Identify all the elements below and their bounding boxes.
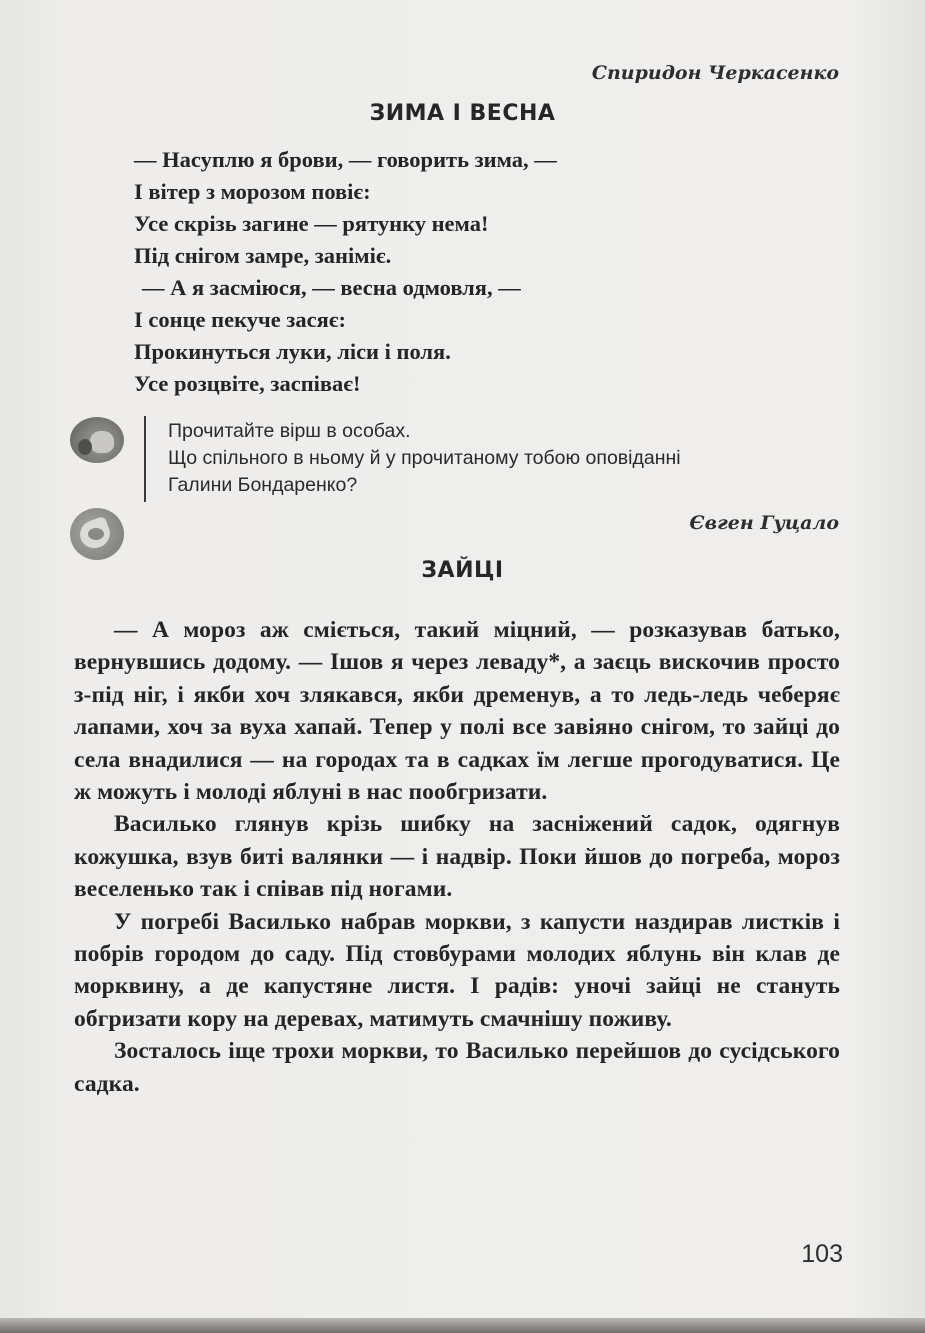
story-paragraph: — А мороз аж сміється, такий міцний, — розказував батько, вернувшись додому. — Ішов я через леваду*, а заєць вискочив просто з-під ніг, і якби хоч злякався, якби дременув, а то ледь-ледь чеберяє лапами, хоч за вуха хапай. Тепер у полі все завіяно снігом, то зайці до села внадилися — на городах та в садках їм легше прогодуватися. Це ж можуть і молоді яблуні в нас пообгризати. [74, 617, 840, 806]
poem-line: І вітер з морозом повіє: [134, 179, 371, 204]
story-paragraph: У погребі Василько набрав моркви, з капусти наздирав листків і побрів городом до саду. Під стовбурами молодих яблунь він клав де морквину, а де капустяне листя. І радів: уночі зайці не стануть обгризати кору на деревах, матимуть смачнішу поживу. [74, 908, 840, 1032]
page-number: 103 [801, 1240, 843, 1268]
poem-line: — Насуплю я брови, — говорить зима, — [134, 147, 557, 172]
story-paragraph: Зосталось іще трохи моркви, то Василько перейшов до сусідського садка. [74, 1038, 840, 1097]
task-line: Галини Бондаренко? [168, 474, 358, 496]
page-edge-shadow [0, 1318, 925, 1333]
poem-line: Усе скрізь загине — рятунку нема! [134, 211, 489, 236]
poem-line: — А я засміюся, — весна одмовля, — [142, 275, 521, 300]
poem-line: І сонце пекуче засяє: [134, 307, 346, 332]
thinking-child-icon [70, 417, 124, 463]
poem-title: ЗИМА І ВЕСНА [369, 101, 556, 126]
task-block [168, 418, 681, 499]
poem-author: Спиридон Черкасенко [591, 62, 839, 84]
task-line: Що спільного в ньому й у прочитаному тобою оповіданні [168, 447, 681, 469]
poem-line: Прокинуться луки, ліси і поля. [134, 339, 451, 364]
reading-horn-icon [70, 508, 124, 560]
poem [134, 144, 557, 400]
story-author: Євген Гуцало [689, 512, 839, 534]
task-divider [144, 416, 146, 502]
story-title: ЗАЙЦІ [421, 558, 504, 583]
task-line: Прочитайте вірш в особах. [168, 420, 411, 442]
poem-line: Під снігом замре, заніміє. [134, 243, 392, 268]
poem-line: Усе розцвіте, заспіває! [134, 371, 361, 396]
story-paragraph: Василько глянув крізь шибку на засніжений садок, одягнув кожушка, взув биті валянки — і надвір. Поки йшов до погреба, мороз веселенько так і співав під ногами. [74, 811, 840, 903]
story-text [74, 614, 840, 1100]
